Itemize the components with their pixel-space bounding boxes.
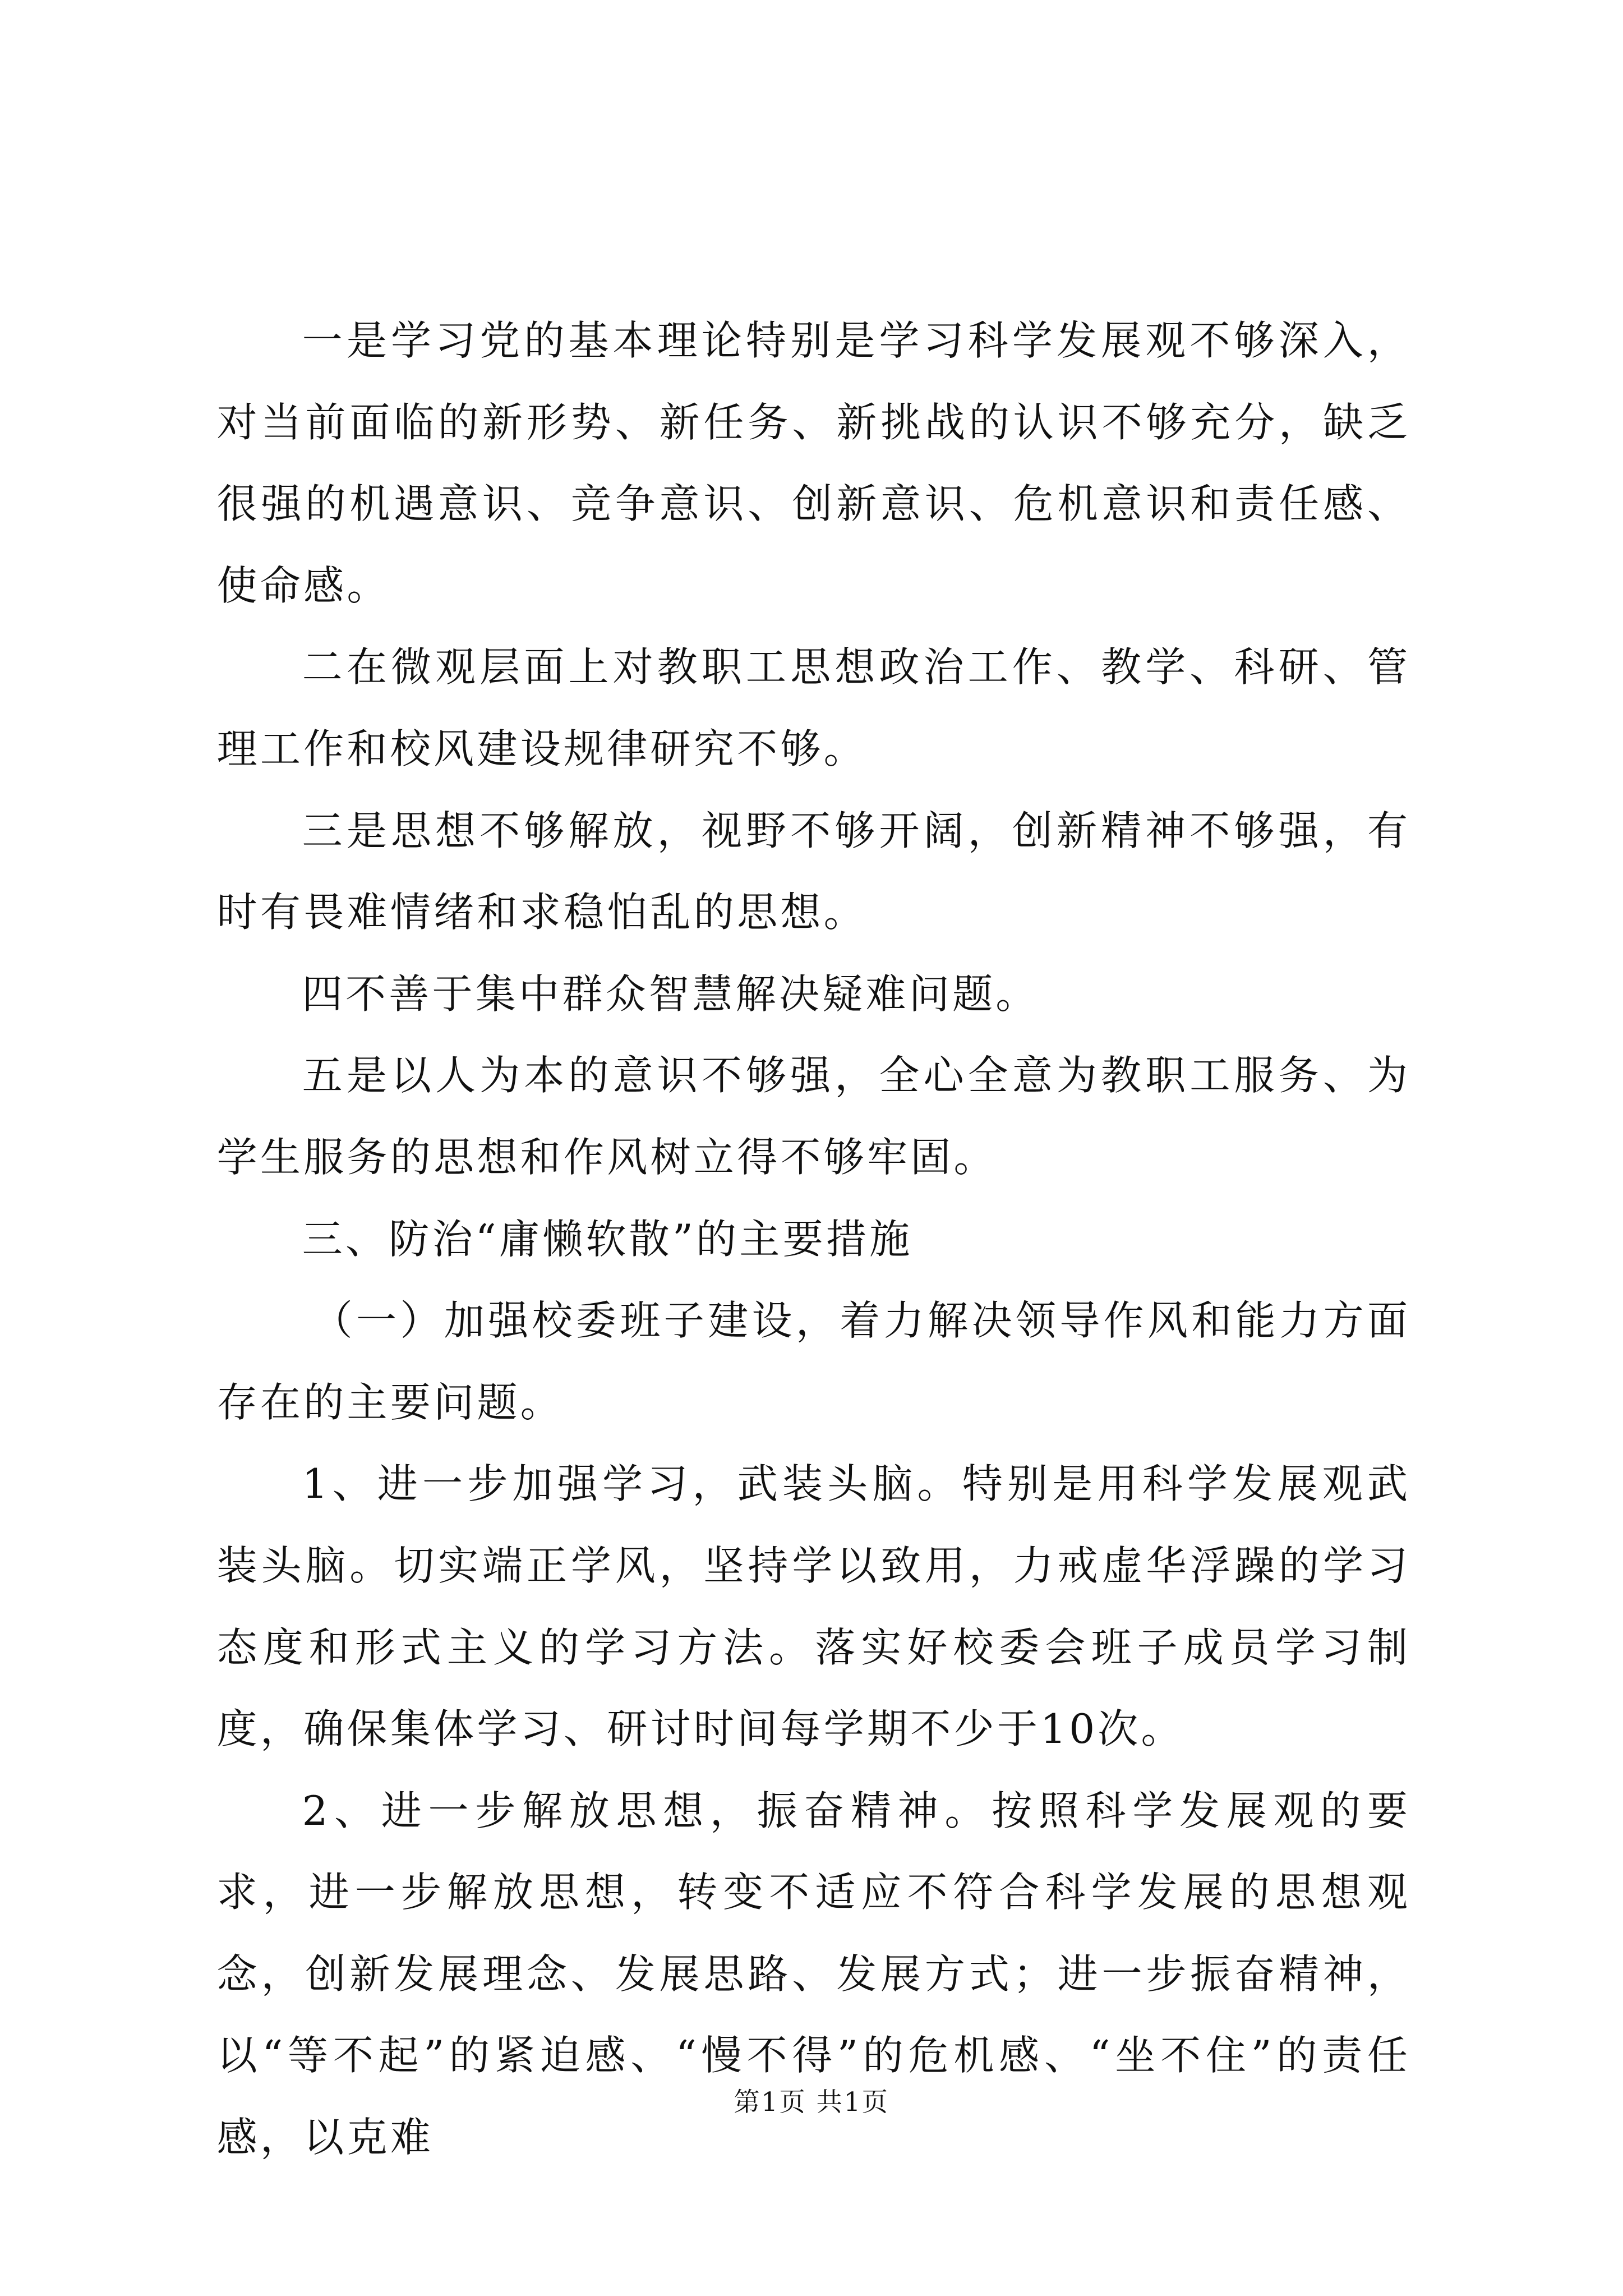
paragraph-point-two: 二在微观层面上对教职工思想政治工作、教学、科研、管理工作和校风建设规律研究不够。 [216,644,1411,773]
section-heading-measures: 三、防治“庸懒软散”的主要措施 [302,1216,913,1263]
paragraph-point-one: 一是学习党的基本理论特别是学习科学发展观不够深入，对当前面临的新形势、新任务、新挑战的认识不够充分，缺乏很强的机遇意识、竞争意识、创新意识、危机意识和责任感、使命感。 [216,318,1411,610]
paragraph-point-three: 三是思想不够解放，视野不够开阔，创新精神不够强，有时有畏难情绪和求稳怕乱的思想。 [216,807,1411,937]
paragraph-point-four: 四不善于集中群众智慧解决疑难问题。 [302,970,1039,1018]
paragraph-measure-two: 2、进一步解放思想，振奋精神。按照科学发展观的要求，进一步解放思想，转变不适应不符合科学发展的思想观念，创新发展理念、发展思路、发展方式；进一步振奋精神，以“等不起”的紧迫感、“慢不得”的危机感、“坐不住”的责任感，以克难 [216,1787,1411,2162]
document-body [217,301,1411,2179]
subsection-heading-one: （一）加强校委班子建设，着力解决领导作风和能力方面存在的主要问题。 [216,1297,1411,1427]
paragraph-point-five: 五是以人为本的意识不够强，全心全意为教职工服务、为学生服务的思想和作风树立得不够牢固。 [216,1052,1411,1181]
paragraph-measure-one: 1、进一步加强学习，武装头脑。特别是用科学发展观武装头脑。切实端正学风，坚持学以致用，力戒虚华浮躁的学习态度和形式主义的学习方法。落实好校委会班子成员学习制度，确保集体学习、研讨时间每学期不少于10次。 [216,1461,1411,1754]
page-number-footer: 第1页 共1页 [734,2086,889,2117]
